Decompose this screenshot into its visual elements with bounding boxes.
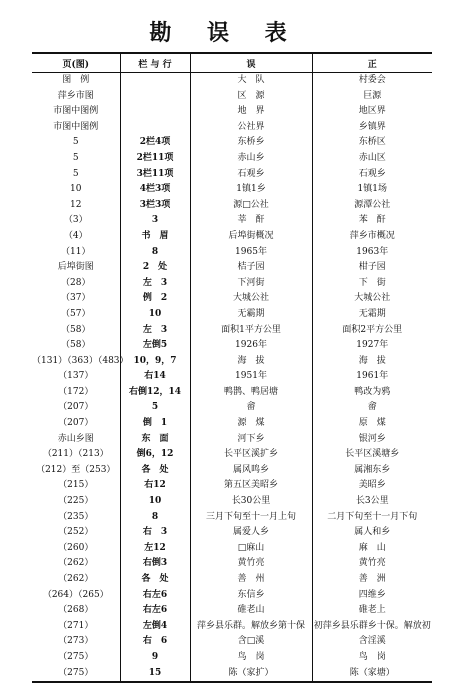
table-row	[32, 400, 432, 416]
table-row	[32, 260, 432, 276]
cell-page: 萍乡市图	[57, 90, 94, 101]
cell-correction: 苯 酐	[312, 213, 432, 229]
cell-correction: 源潭公社	[312, 198, 432, 214]
cell-correction: 无霜期	[312, 307, 432, 323]
cell-column-line: 3栏3项	[120, 198, 190, 214]
cell-correction: 大城公社	[312, 291, 432, 307]
cell-correction: 黄竹亮	[312, 556, 432, 572]
cell-error: 长30公里	[190, 494, 312, 510]
cell-error: 源□公社	[190, 198, 312, 214]
cell-correction: 原 煤	[312, 416, 432, 432]
cell-correction: 碓老上	[312, 603, 432, 619]
cell-column-line	[120, 89, 190, 105]
cell-error: 属风鸣乡	[190, 463, 312, 479]
table-row	[32, 432, 432, 448]
cell-column-line: 2 处	[120, 260, 190, 276]
cell-column-line: 10	[120, 307, 190, 323]
cell-column-line: 右14	[120, 369, 190, 385]
table-row	[32, 182, 432, 198]
cell-column-line: 各 处	[120, 463, 190, 479]
cell-page: （252）	[58, 527, 94, 538]
cell-page: （137）	[58, 371, 94, 382]
table-row	[32, 307, 432, 323]
table-row	[32, 120, 432, 136]
cell-error: 鸟 岗	[190, 650, 312, 666]
cell-page: （262）	[58, 558, 94, 569]
table-body	[32, 73, 432, 683]
cell-column-line: 右 3	[120, 525, 190, 541]
cell-error: 东信乡	[190, 588, 312, 604]
table-row	[32, 478, 432, 494]
cell-column-line: 倒 1	[120, 416, 190, 432]
cell-page: 图 例	[62, 75, 90, 85]
table-row	[32, 73, 432, 89]
cell-page: 12	[70, 199, 82, 210]
table-row	[32, 104, 432, 120]
table-row	[32, 245, 432, 261]
cell-column-line: 倒6，12	[120, 447, 190, 463]
cell-page: （211）（213）	[42, 449, 109, 460]
cell-column-line: 右12	[120, 478, 190, 494]
cell-error: 含□溪	[190, 634, 312, 650]
cell-column-line: 9	[120, 650, 190, 666]
cell-column-line: 8	[120, 510, 190, 526]
cell-column-line: 10	[120, 494, 190, 510]
cell-page: （28）	[61, 277, 91, 288]
table-row	[32, 89, 432, 105]
cell-column-line: 4栏3项	[120, 182, 190, 198]
cell-page: （215）	[58, 480, 94, 491]
table-row	[32, 494, 432, 510]
table-row	[32, 276, 432, 292]
cell-page: （235）	[58, 511, 94, 522]
cell-correction: 乡镇界	[312, 120, 432, 136]
table-row	[32, 323, 432, 339]
cell-correction: 属人和乡	[312, 525, 432, 541]
cell-column-line: 右倒3	[120, 556, 190, 572]
cell-column-line: 15	[120, 666, 190, 683]
cell-page: （275）	[58, 651, 94, 662]
errata-table	[32, 52, 432, 683]
cell-error: 鸭鹊、鸭居塘	[190, 385, 312, 401]
table-row	[32, 603, 432, 619]
cell-correction: 长平区溪塘乡	[312, 447, 432, 463]
cell-page: 市图中图例	[53, 106, 99, 117]
cell-page: （3）	[63, 215, 88, 226]
cell-page: （37）	[61, 293, 91, 304]
cell-correction: 长3公里	[312, 494, 432, 510]
cell-column-line: 右左6	[120, 588, 190, 604]
table-row	[32, 385, 432, 401]
cell-page: （273）	[58, 636, 94, 647]
cell-page: 后埠街图	[57, 262, 94, 273]
cell-page: 5	[72, 168, 79, 179]
table-row	[32, 510, 432, 526]
cell-page: （58）	[61, 324, 91, 335]
cell-correction: 美昭乡	[312, 478, 432, 494]
cell-error: 河下乡	[190, 432, 312, 448]
cell-error: □麻山	[190, 541, 312, 557]
cell-error: 区 源	[190, 89, 312, 105]
cell-column-line	[120, 120, 190, 136]
cell-error: 陈（家扩）	[190, 666, 312, 683]
cell-page: （260）	[58, 542, 94, 553]
table-row	[32, 338, 432, 354]
cell-error: 1926年	[190, 338, 312, 354]
cell-page: （262）	[58, 574, 94, 584]
cell-column-line	[120, 104, 190, 120]
cell-error: 无霸期	[190, 307, 312, 323]
cell-page: （207）	[58, 402, 94, 413]
cell-column-line	[120, 73, 190, 89]
cell-error: 莘 酐	[190, 213, 312, 229]
cell-error: 畲	[190, 400, 312, 416]
cell-correction: 萍乡市概况	[312, 229, 432, 245]
cell-correction: 赤山区	[312, 151, 432, 167]
cell-column-line: 各 处	[120, 572, 190, 588]
cell-error: 碓老山	[190, 603, 312, 619]
table-row	[32, 369, 432, 385]
cell-column-line: 3	[120, 213, 190, 229]
cell-correction: 东桥区	[312, 135, 432, 151]
cell-column-line: 左倒5	[120, 338, 190, 354]
table-row	[32, 416, 432, 432]
table-row	[32, 588, 432, 604]
cell-error: 大 队	[190, 73, 312, 89]
cell-error: 东桥乡	[190, 135, 312, 151]
cell-correction: 陈（家塘）	[312, 666, 432, 683]
cell-correction: 四维乡	[312, 588, 432, 604]
cell-correction: 含淫溪	[312, 634, 432, 650]
cell-correction: 1镇1场	[312, 182, 432, 198]
cell-error: 海 拔	[190, 354, 312, 370]
cell-error: 公社界	[190, 120, 312, 136]
cell-error: 桔子园	[190, 260, 312, 276]
cell-correction: 银河乡	[312, 432, 432, 448]
cell-correction: 二月下旬至十一月下旬	[312, 510, 432, 526]
table-row	[32, 167, 432, 183]
cell-column-line: 右 6	[120, 634, 190, 650]
cell-error: 1951年	[190, 369, 312, 385]
cell-page: （131）（363）（483）	[32, 355, 129, 366]
cell-correction: 地区界	[312, 104, 432, 120]
cell-correction: 1927年	[312, 338, 432, 354]
cell-correction: 石观乡	[312, 167, 432, 183]
cell-error: 1965年	[190, 245, 312, 261]
table-row	[32, 198, 432, 214]
cell-page: （275）	[32, 666, 120, 683]
cell-error: 萍乡县乐群。解放乡第十保	[190, 619, 312, 635]
cell-error: 后埠街概况	[190, 229, 312, 245]
cell-correction: 村委会	[312, 73, 432, 89]
table-row	[32, 619, 432, 635]
cell-column-line: 左 3	[120, 323, 190, 339]
cell-column-line: 3栏11项	[120, 167, 190, 183]
cell-page: （11）	[61, 246, 91, 257]
cell-column-line: 左 3	[120, 276, 190, 292]
cell-page: （271）	[58, 620, 94, 631]
table-row	[32, 291, 432, 307]
cell-error: 面积1平方公里	[190, 323, 312, 339]
page-title: 勘 误 表	[149, 20, 301, 46]
cell-correction: 初萍乡县乐群乡十保。解放初	[312, 619, 432, 635]
cell-page: （172）	[58, 386, 94, 397]
table-row	[32, 556, 432, 572]
cell-page: （207）	[58, 418, 94, 429]
table-row	[32, 151, 432, 167]
cell-error: 下河街	[190, 276, 312, 292]
cell-error: 属爱人乡	[190, 525, 312, 541]
cell-column-line: 2栏4项	[120, 135, 190, 151]
cell-page: 5	[72, 152, 79, 163]
cell-correction: 1961年	[312, 369, 432, 385]
cell-correction: 善 洲	[312, 572, 432, 588]
cell-column-line: 书 眉	[120, 229, 190, 245]
cell-page: 10	[70, 184, 82, 195]
table-header-row	[32, 53, 432, 73]
table-row	[32, 354, 432, 370]
cell-error: 第五区美昭乡	[190, 478, 312, 494]
cell-page: （268）	[58, 605, 94, 616]
table-row	[32, 463, 432, 479]
cell-correction: 1963年	[312, 245, 432, 261]
cell-error: 赤山乡	[190, 151, 312, 167]
table-row	[32, 525, 432, 541]
cell-page: （225）	[58, 496, 94, 507]
cell-page: 赤山乡图	[57, 433, 94, 444]
cell-column-line: 东 面	[120, 432, 190, 448]
table-row	[32, 650, 432, 666]
cell-correction: 巨源	[312, 89, 432, 105]
header-column-line: 栏 与 行	[120, 53, 190, 73]
cell-page: （264）（265）	[42, 589, 109, 600]
cell-correction: 鸭改为鸦	[312, 385, 432, 401]
table-row	[32, 634, 432, 650]
table-row	[32, 447, 432, 463]
table-row	[32, 213, 432, 229]
cell-column-line: 例 2	[120, 291, 190, 307]
table-row	[32, 229, 432, 245]
cell-column-line: 左12	[120, 541, 190, 557]
cell-column-line: 右倒12，14	[120, 385, 190, 401]
cell-correction: 面积2平方公里	[312, 323, 432, 339]
cell-correction: 畲	[312, 400, 432, 416]
cell-error: 地 界	[190, 104, 312, 120]
cell-correction: 柑子园	[312, 260, 432, 276]
cell-column-line: 2栏11项	[120, 151, 190, 167]
cell-error: 三月下旬至十一月上旬	[190, 510, 312, 526]
cell-column-line: 5	[120, 400, 190, 416]
cell-error: 石观乡	[190, 167, 312, 183]
table-row	[32, 572, 432, 588]
table-row	[32, 541, 432, 557]
cell-page: （212）至（253）	[36, 464, 116, 475]
cell-correction: 属湘东乡	[312, 463, 432, 479]
cell-correction: 下 街	[312, 276, 432, 292]
cell-error: 黄竹亮	[190, 556, 312, 572]
cell-column-line: 8	[120, 245, 190, 261]
table-row	[32, 666, 432, 683]
cell-page: 5	[72, 137, 79, 148]
cell-correction: 鸟 岗	[312, 650, 432, 666]
cell-correction: 海 拔	[312, 354, 432, 370]
cell-error: 长平区溪扩乡	[190, 447, 312, 463]
cell-column-line: 10，9，7	[120, 354, 190, 370]
cell-error: 大城公社	[190, 291, 312, 307]
cell-error: 1镇1乡	[190, 182, 312, 198]
header-error: 误	[190, 53, 312, 73]
cell-page: （57）	[61, 308, 91, 319]
cell-error: 善 州	[190, 572, 312, 588]
cell-page: （4）	[63, 230, 88, 241]
cell-correction: 麻 山	[312, 541, 432, 557]
table-row	[32, 135, 432, 151]
cell-error: 源 煤	[190, 416, 312, 432]
cell-page: （58）	[61, 340, 91, 351]
cell-column-line: 右左6	[120, 603, 190, 619]
header-correction: 正	[312, 53, 432, 73]
cell-column-line: 左倒4	[120, 619, 190, 635]
header-page: 页(图)	[32, 53, 120, 73]
cell-page: 市图中图例	[53, 121, 99, 132]
